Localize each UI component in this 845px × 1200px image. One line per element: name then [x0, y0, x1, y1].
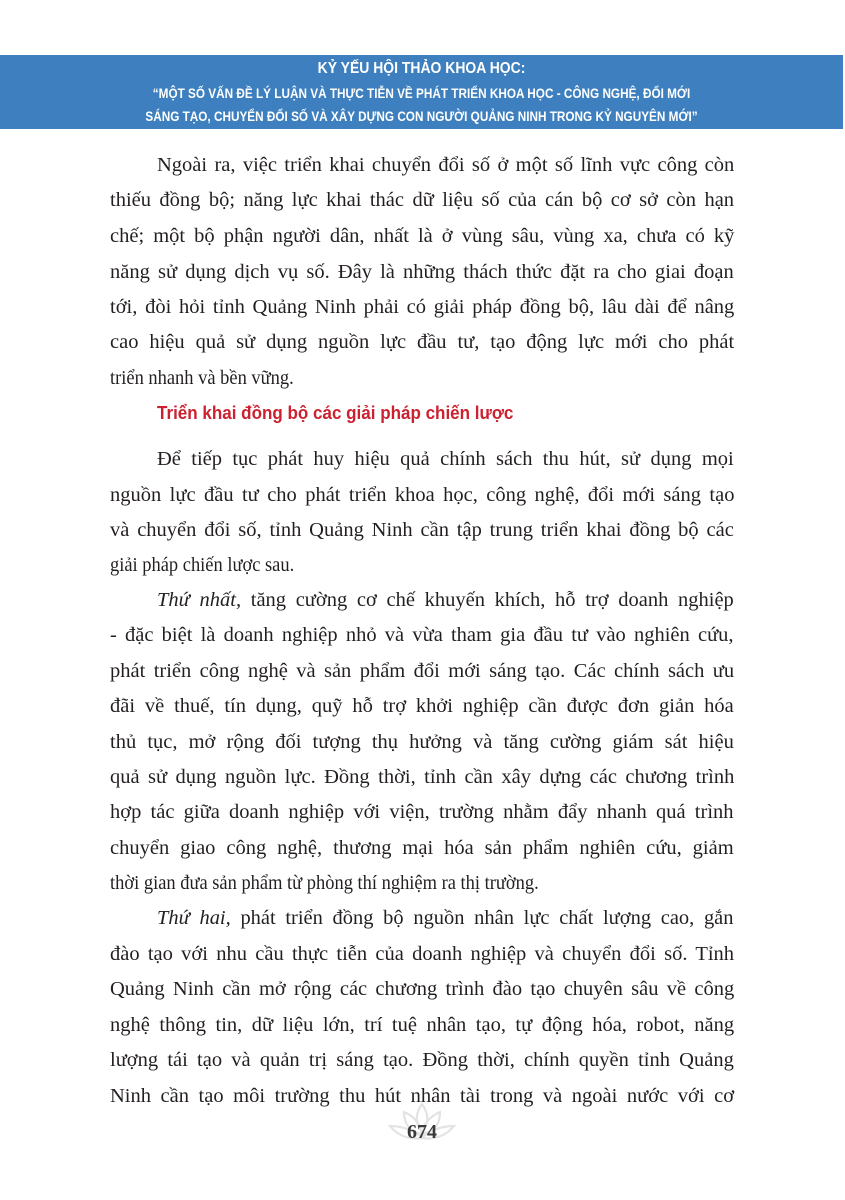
text-line: Ngoài ra, việc triển khai chuyển đổi số ở một số lĩnh vực công còn — [157, 154, 735, 176]
text-line: quả sử dụng nguồn lực. Đồng thời, tỉnh cần xây dựng các chương trình — [110, 766, 735, 788]
header-subtitle-line-1: “MỘT SỐ VẤN ĐỀ LÝ LUẬN VÀ THỰC TIỄN VỀ PHÁT TRIỂN KHOA HỌC - CÔNG NGHỆ, ĐỔI MỚI — [152, 85, 691, 101]
text-line: lượng tái tạo và quản trị sáng tạo. Đồng thời, chính quyền tỉnh Quảng — [110, 1049, 734, 1071]
header-title: KỶ YẾU HỘI THẢO KHOA HỌC: — [317, 60, 526, 77]
text-line: đào tạo với nhu cầu thực tiễn của doanh nghiệp và chuyển đổi số. Tỉnh — [110, 943, 735, 965]
text-line: năng sử dụng dịch vụ số. Đây là những thách thức đặt ra cho giai đoạn — [110, 261, 734, 283]
text-line: Ninh cần tạo môi trường thu hút nhân tài trong và ngoài nước với cơ — [110, 1085, 735, 1107]
section-heading: Triển khai đồng bộ các giải pháp chiến lược — [157, 402, 514, 423]
text-line: nguồn lực đầu tư cho phát triển khoa học, công nghệ, đổi mới sáng tạo — [110, 484, 735, 506]
text-line: - đặc biệt là doanh nghiệp nhỏ và vừa tham gia đầu tư vào nghiên cứu, — [110, 624, 734, 646]
text-line: Để tiếp tục phát huy hiệu quả chính sách thu hút, sử dụng mọi — [157, 448, 734, 470]
text-line: Thứ hai, phát triển đồng bộ nguồn nhân lực chất lượng cao, gắn — [157, 907, 734, 929]
text-line: thời gian đưa sản phẩm từ phòng thí nghiệm ra thị trường. — [110, 872, 539, 894]
text-line: thủ tục, mở rộng đối tượng thụ hưởng và tăng cường giám sát hiệu — [110, 731, 734, 753]
header-subtitle-line-2: SÁNG TẠO, CHUYỂN ĐỔI SỐ VÀ XÂY DỰNG CON NGƯỜI QUẢNG NINH TRONG KỶ NGUYÊN MỚI” — [145, 108, 698, 124]
text-line: tới, đòi hỏi tỉnh Quảng Ninh phải có giải pháp đồng bộ, lâu dài để nâng — [110, 296, 735, 318]
text-line: Quảng Ninh cần mở rộng các chương trình đào tạo chuyên sâu về công — [110, 978, 735, 1000]
text-line: Thứ nhất, tăng cường cơ chế khuyến khích, hỗ trợ doanh nghiệp — [157, 589, 734, 611]
page-number: 674 — [407, 1121, 437, 1143]
italic-lead: Thứ hai, — [157, 907, 231, 929]
header-banner — [0, 55, 843, 129]
text-line: thiếu đồng bộ; năng lực khai thác dữ liệu số của cán bộ cơ sở còn hạn — [110, 189, 735, 211]
text-line: chế; một bộ phận người dân, nhất là ở vùng sâu, vùng xa, chưa có kỹ — [110, 225, 735, 247]
text-line: cao hiệu quả sử dụng nguồn lực đầu tư, tạo động lực mới cho phát — [110, 331, 735, 353]
text-line: và chuyển đổi số, tỉnh Quảng Ninh cần tập trung triển khai đồng bộ các — [110, 519, 734, 541]
text-line: giải pháp chiến lược sau. — [110, 554, 295, 576]
italic-lead: Thứ nhất, — [157, 589, 242, 611]
text-line: đãi về thuế, tín dụng, quỹ hỗ trợ khởi nghiệp cần được đơn giản hóa — [110, 695, 734, 717]
text-line: phát triển công nghệ và sản phẩm đổi mới sáng tạo. Các chính sách ưu — [110, 660, 735, 682]
text-line: triển nhanh và bền vững. — [110, 367, 294, 389]
text-line: nghệ thông tin, dữ liệu lớn, trí tuệ nhân tạo, tự động hóa, robot, năng — [110, 1014, 735, 1036]
text-line: chuyển giao công nghệ, thương mại hóa sản phẩm nghiên cứu, giảm — [110, 837, 734, 859]
text-line: hợp tác giữa doanh nghiệp với viện, trường nhằm đẩy nhanh quá trình — [110, 801, 734, 823]
page-footer — [382, 1100, 462, 1150]
